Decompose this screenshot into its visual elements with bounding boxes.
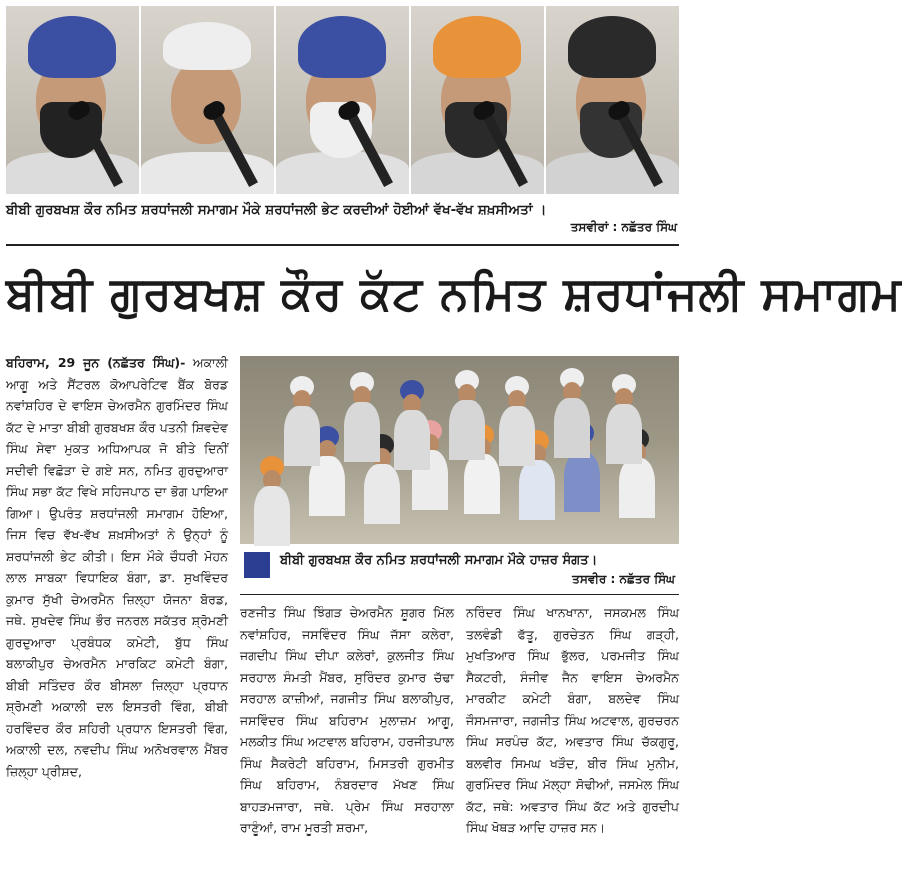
article-column-3 [466,602,679,839]
speaker-photo-5 [546,6,679,194]
speaker-photo-caption [6,198,679,246]
group-photo-caption [240,548,679,595]
article-column-2-text: ਰਣਜੀਤ ਸਿੰਘ ਝਿੰਗੜ ਚੇਅਰਮੈਨ ਸ਼ੂਗਰ ਮਿੱਲ ਨਵਾਂਸ਼ਹਿਰ, ਜਸਵਿੰਦਰ ਸਿੰਘ ਜੱਸਾ ਕਲੇਰਾ, ਜਗਦੀਪ ਸਿੰਘ ਦੀਪਾ ਕਲੇਰਾਂ, ਕੁਲਜੀਤ ਸਿੰਘ ਸਰਹਾਲ ਸੰਮਤੀ ਮੈਂਬਰ, ਸੁਰਿੰਦਰ ਕੁਮਾਰ ਚੱਢਾ ਸਰਹਾਲ ਕਾਜ਼ੀਆਂ, ਜਗਜੀਤ ਸਿੰਘ ਬਲਾਕੀਪੁਰ, ਜਸਵਿੰਦਰ ਸਿੰਘ ਬਹਿਰਾਮ ਮੁਲਾਜ਼ਮ ਆਗੂ, ਮਲਕੀਤ ਸਿੰਘ ਅਟਵਾਲ ਬਹਿਰਾਮ, ਹਰਜੀਤਪਾਲ ਸਿੰਘ ਸੈਕਰੇਟੀ ਬਹਿਰਾਮ, ਮਿਸਤਰੀ ਗੁਰਮੀਤ ਸਿੰਘ ਬਹਿਰਾਮ, ਨੰਬਰਦਾਰ ਮੱਖਣ ਸਿੰਘ ਬਾਹੜਮਜਾਰਾ, ਜਥੇ. ਪ੍ਰੇਮ ਸਿੰਘ ਸਰਹਾਲਾ ਰਾਣੂੰਆਂ, ਰਾਮ ਮੂਰਤੀ ਸ਼ਰਮਾ, [240,605,454,835]
article-column-3-text: ਨਰਿੰਦਰ ਸਿੰਘ ਖਾਨਖਾਨਾ, ਜਸਕਮਲ ਸਿੰਘ ਤਲਵੰਡੀ ਫੱਤੂ, ਗੁਰਚੇਤਨ ਸਿੰਘ ਗੜ੍ਹੀ, ਮੁਖਤਿਆਰ ਸਿੰਘ ਭੁੱਲਰ, ਪਰਮਜੀਤ ਸਿੰਘ ਸੈਕਟਰੀ, ਸੰਜੀਵ ਜੈਨ ਵਾਇਸ ਚੇਅਰਮੈਨ ਮਾਰਕੀਟ ਕਮੇਟੀ ਬੰਗਾ, ਬਲਦੇਵ ਸਿੰਘ ਜੌਸਮਜਾਰਾ, ਜਗਜੀਤ ਸਿੰਘ ਅਟਵਾਲ, ਗੁਰਚਰਨ ਸਿੰਘ ਸਰਪੰਚ ਕੱਟ, ਅਵਤਾਰ ਸਿੰਘ ਚੱਕਗੁਰੂ, ਬਲਵੀਰ ਸਿਮਘ ਖੜੌਦ, ਬੀਰ ਸਿੰਘ ਮੁਨੀਮ, ਗੁਰਮਿੰਦਰ ਸਿੰਘ ਮੱਲ੍ਹਾ ਸੋਢੀਆਂ, ਜਸਮੇਲ ਸਿੰਘ ਕੱਟ, ਜਥੇ: ਅਵਤਾਰ ਸਿੰਘ ਕੱਟ ਅਤੇ ਗੁਰਦੀਪ ਸਿੰਘ ਖੋਥੜ ਆਦਿ ਹਾਜ਼ਰ ਸਨ। [466,605,679,835]
group-photo-credit: ਤਸਵੀਰ : ਨਛੱਤਰ ਸਿੰਘ [572,572,675,586]
article-column-1 [6,352,228,782]
headline: ਬੀਬੀ ਗੁਰਬਖਸ਼ ਕੌਰ ਕੱਟ ਨਮਿਤ ਸ਼ਰਧਾਂਜਲੀ ਸਮਾਗਮ [6,266,902,320]
article-column-2 [240,602,454,839]
speaker-photo-strip [6,6,679,194]
speaker-photo-2 [141,6,274,194]
speaker-photo-3 [276,6,409,194]
group-photo [240,356,679,544]
speaker-photo-1 [6,6,139,194]
speaker-photo-caption-text: ਬੀਬੀ ਗੁਰਬਖਸ਼ ਕੌਰ ਨਮਿਤ ਸ਼ਰਧਾਂਜਲੀ ਸਮਾਗਮ ਮੌਕੇ ਸ਼ਰਧਾਂਜਲੀ ਭੇਟ ਕਰਦੀਆਂ ਹੋਈਆਂ ਵੱਖ-ਵੱਖ ਸ਼ਖ਼ਸੀਅਤਾਂ । [6,202,547,218]
speaker-photo-4 [411,6,544,194]
article-column-1-text: ਅਕਾਲੀ ਆਗੂ ਅਤੇ ਸੈਂਟਰਲ ਕੋਆਪਰੇਟਿਵ ਬੈਂਕ ਬੋਰਡ ਨਵਾਂਸ਼ਹਿਰ ਦੇ ਵਾਇਸ ਚੇਅਰਮੈਨ ਗੁਰਮਿੰਦਰ ਸਿੰਘ ਕੱਟ ਦੇ ਮਾਤਾ ਬੀਬੀ ਗੁਰਬਖਸ਼ ਕੌਰ ਪਤਨੀ ਸ਼ਿਵਦੇਵ ਸਿੰਘ ਸੇਵਾ ਮੁਕਤ ਅਧਿਆਪਕ ਜੋ ਬੀਤੇ ਦਿਨੀਂ ਸਦੀਵੀ ਵਿਛੋੜਾ ਦੇ ਗਏ ਸਨ, ਨਮਿਤ ਗੁਰਦੁਆਰਾ ਸਿੰਘ ਸਭਾ ਕੱਟ ਵਿਖੇ ਸਹਿਜਪਾਠ ਦਾ ਭੋਗ ਪਾਇਆ ਗਿਆ। ਉਪਰੰਤ ਸ਼ਰਧਾਂਜਲੀ ਸਮਾਗਮ ਹੋਇਆ, ਜਿਸ ਵਿਚ ਵੱਖ-ਵੱਖ ਸ਼ਖ਼ਸੀਅਤਾਂ ਨੇ ਉਨ੍ਹਾਂ ਨੂੰ ਸ਼ਰਧਾਂਜਲੀ ਭੇਟ ਕੀਤੀ। ਇਸ ਮੌਕੇ ਚੌਧਰੀ ਮੋਹਨ ਲਾਲ ਸਾਬਕਾ ਵਿਧਾਇਕ ਬੰਗਾ, ਡਾ. ਸੁਖਵਿੰਦਰ ਕੁਮਾਰ ਸੁੱਖੀ ਚੇਅਰਮੈਨ ਜ਼ਿਲ੍ਹਾ ਯੋਜਨਾ ਬੋਰਡ, ਜਥੇ. ਸੁਖਦੇਵ ਸਿੰਘ ਭੌਰ ਜਨਰਲ ਸਕੱਤਰ ਸ਼੍ਰੋਮਣੀ ਗੁਰਦੁਆਰਾ ਪ੍ਰਬੰਧਕ ਕਮੇਟੀ, ਬੁੱਧ ਸਿੰਘ ਬਲਾਕੀਪੁਰ ਚੇਅਰਮੈਨ ਮਾਰਕਿਟ ਕਮੇਟੀ ਬੰਗਾ, ਬੀਬੀ ਸਤਿੰਦਰ ਕੌਰ ਬੀਸਲਾ ਜ਼ਿਲ੍ਹਾ ਪ੍ਰਧਾਨ ਸ਼੍ਰੋਮਣੀ ਅਕਾਲੀ ਦਲ ਇਸਤਰੀ ਵਿੰਗ, ਬੀਬੀ ਹਰਵਿੰਦਰ ਕੌਰ ਸ਼ਹਿਰੀ ਪ੍ਰਧਾਨ ਇਸਤਰੀ ਵਿੰਗ, ਅਕਾਲੀ ਦਲ, ਨਵਦੀਪ ਸਿੰਘ ਅਨੋਖਰਵਾਲ ਮੈਂਬਰ ਜ਼ਿਲ੍ਹਾ ਪ੍ਰੀਸ਼ਦ, [6,355,228,779]
group-photo-caption-text: ਬੀਬੀ ਗੁਰਬਖਸ਼ ਕੌਰ ਨਮਿਤ ਸ਼ਰਧਾਂਜਲੀ ਸਮਾਗਮ ਮੌਕੇ ਹਾਜ਼ਰ ਸੰਗਤ। [280,553,598,568]
speaker-photo-credit: ਤਸਵੀਰਾਂ : ਨਛੱਤਰ ਸਿੰਘ [570,220,677,234]
caption-marker-square [244,552,270,578]
article-dateline: ਬਹਿਰਾਮ, 29 ਜੂਨ (ਨਛੱਤਰ ਸਿੰਘ)- [6,355,186,370]
